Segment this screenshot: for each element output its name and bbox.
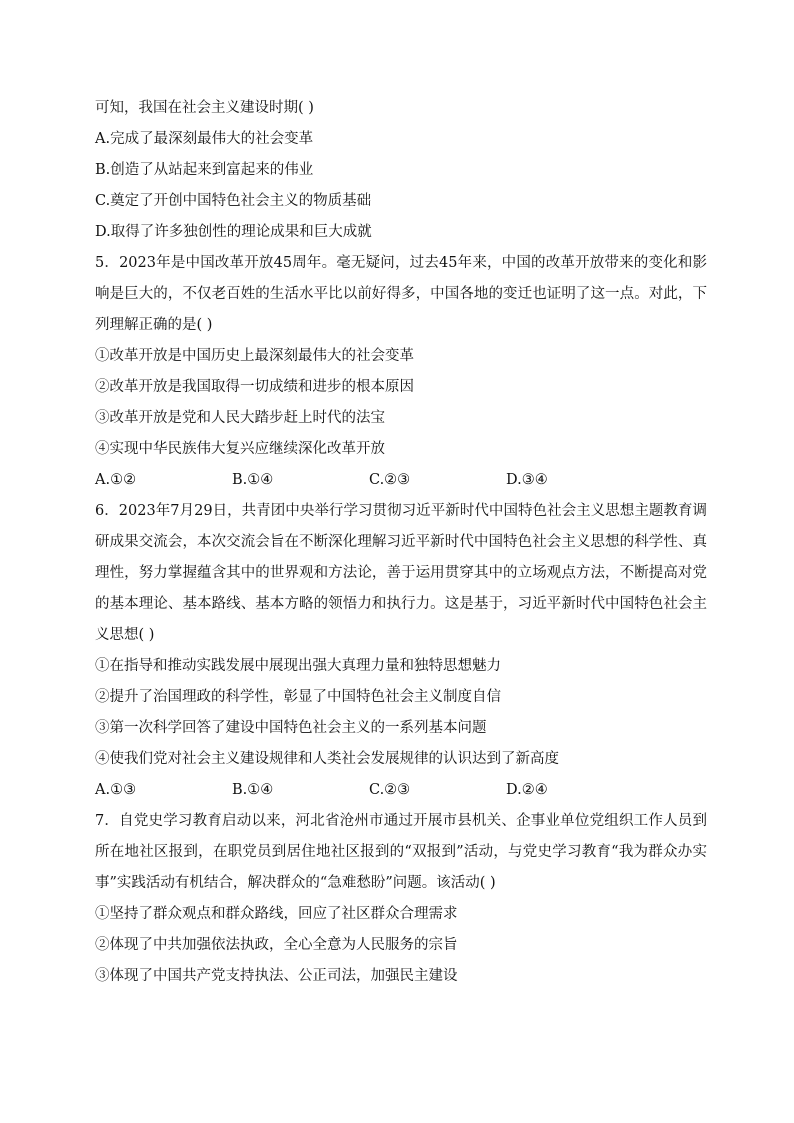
q6-choice-c: C.②③ bbox=[369, 782, 411, 798]
q4-option-b: B.创造了从站起来到富起来的伟业 bbox=[95, 162, 314, 178]
q6-statement-1: ①在指导和推动实践发展中展现出强大真理力量和独特思想魅力 bbox=[95, 658, 501, 674]
q6-statement-3: ③第一次科学回答了建设中国特色社会主义的一系列基本问题 bbox=[95, 720, 487, 736]
q5-statement-2: ②改革开放是我国取得一切成绩和进步的根本原因 bbox=[95, 379, 414, 395]
q7-statement-2: ②体现了中共加强依法执政，全心全意为人民服务的宗旨 bbox=[95, 937, 458, 953]
q6-choices bbox=[95, 775, 707, 806]
q6-choice-d: D.②④ bbox=[506, 782, 548, 798]
q5-choice-c: C.②③ bbox=[369, 472, 411, 488]
q7-stem: 7．自党史学习教育启动以来，河北省沧州市通过开展市县机关、企事业单位党组织工作人员到所在地社区报到，在职党员到居住地社区报到的“双报到”活动，与党史学习教育“我为群众办实事”实践活动有机结合，解决群众的“急难愁盼”问题。该活动( ) bbox=[95, 813, 707, 891]
q7-statement-1: ①坚持了群众观点和群众路线，回应了社区群众合理需求 bbox=[95, 906, 458, 922]
q7-statement-3: ③体现了中国共产党支持执法、公正司法，加强民主建设 bbox=[95, 968, 458, 984]
q4-option-c: C.奠定了开创中国特色社会主义的物质基础 bbox=[95, 193, 372, 209]
q6-stem: 6．2023年7月29日，共青团中央举行学习贯彻习近平新时代中国特色社会主义思想主题教育调研成果交流会，本次交流会旨在不断深化理解习近平新时代中国特色社会主义思想的科学性、真理性，努力掌握蕴含其中的世界观和方法论，善于运用贯穿其中的立场观点方法，不断提高对党的基本理论、基本路线、基本方略的领悟力和执行力。这是基于，习近平新时代中国特色社会主义思想( ) bbox=[95, 503, 707, 643]
q5-statement-3: ③改革开放是党和人民大踏步赶上时代的法宝 bbox=[95, 410, 385, 426]
q5-statement-4: ④实现中华民族伟大复兴应继续深化改革开放 bbox=[95, 441, 385, 457]
q5-stem: 5．2023年是中国改革开放45周年。毫无疑问，过去45年来，中国的改革开放带来的变化和影响是巨大的，不仅老百姓的生活水平比以前好得多，中国各地的变迁也证明了这一点。对此，下列理解正确的是( ) bbox=[95, 255, 707, 333]
q5-statement-1: ①改革开放是中国历史上最深刻最伟大的社会变革 bbox=[95, 348, 414, 364]
q6-choice-a: A.①③ bbox=[95, 782, 137, 798]
q5-choices bbox=[95, 465, 707, 496]
q4-stem-tail: 可知，我国在社会主义建设时期( ) bbox=[95, 100, 314, 116]
q4-option-d: D.取得了许多独创性的理论成果和巨大成就 bbox=[95, 224, 372, 240]
q5-choice-a: A.①② bbox=[95, 472, 137, 488]
question-content bbox=[95, 93, 707, 992]
q5-choice-d: D.③④ bbox=[506, 472, 548, 488]
q6-choice-b: B.①④ bbox=[232, 782, 274, 798]
q4-option-a: A.完成了最深刻最伟大的社会变革 bbox=[95, 131, 314, 147]
q5-choice-b: B.①④ bbox=[232, 472, 274, 488]
q6-statement-2: ②提升了治国理政的科学性，彰显了中国特色社会主义制度自信 bbox=[95, 689, 501, 705]
q6-statement-4: ④使我们党对社会主义建设规律和人类社会发展规律的认识达到了新高度 bbox=[95, 751, 559, 767]
